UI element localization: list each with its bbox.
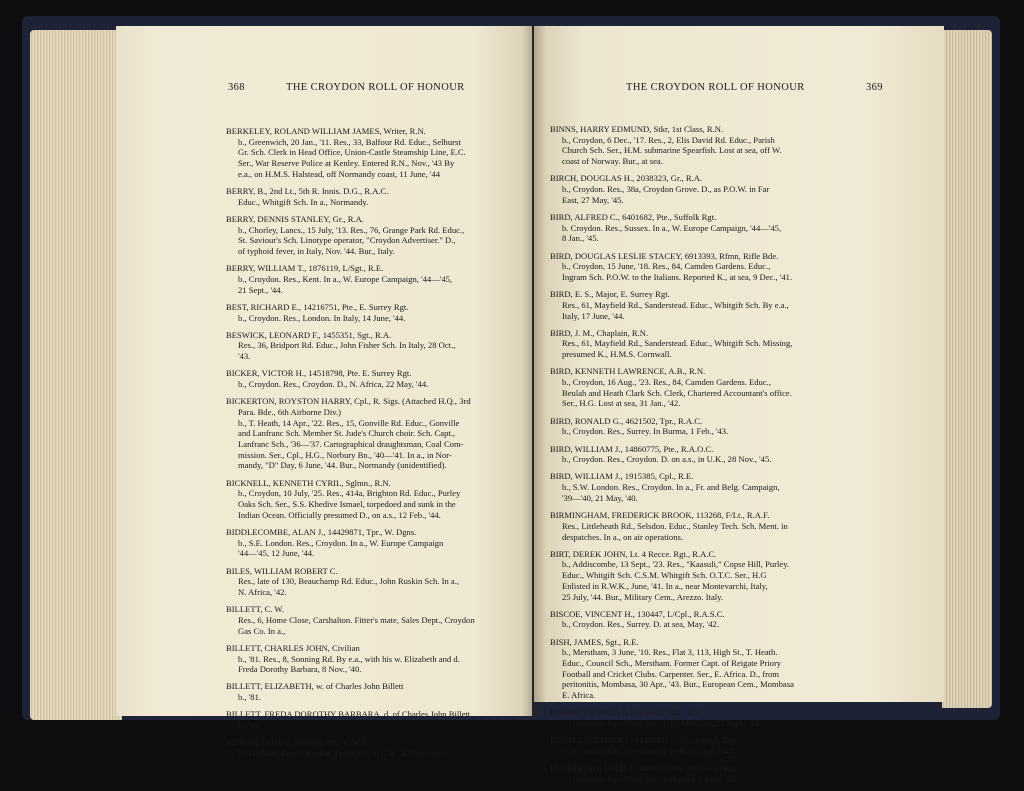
entry-name: BISHOP, FRANCIS A., 1116451, Bdr., R.A. [550, 707, 704, 718]
entry-name: BILTON, JAMES, 7686575, Pte., C.M.P. [226, 737, 368, 748]
entry-name: BIDDLECOMBE, ALAN J., 14429871, Tpr., W. Dgns. [226, 527, 417, 537]
entry-detail-line: Res., 61, Mayfield Rd., Sanderstead. Educ., Whitgift Sch. Missing, [562, 338, 793, 349]
entry-detail-line: b., '81. Res., 8, Sonning Rd. By e.a., with his w. Elizabeth and d. [238, 653, 460, 664]
entry-name: BESWICK, LEONARD F., 1455351, Sgt., R.A. [226, 329, 392, 340]
entry-detail-line: b., Croydon. Res., Surrey. In Burma, 1 Feb., '43. [562, 426, 729, 437]
left-page-number: 368 [228, 82, 245, 93]
right-page-number: 369 [866, 82, 883, 93]
entry-detail-line: Enlisted in R.W.K., June, '41. In a., near Montevarchi, Italy, [562, 580, 768, 591]
entry-detail-line: b., Croydon, 16 Aug., '23. Res., 84, Camden Gardens. Educ., [562, 377, 771, 388]
roll-entry [226, 566, 546, 598]
entry-detail-line: 25 July, '44. Bur., Military Cem., Arezzo. Italy. [562, 591, 724, 602]
entry-name: BLABER, WILFRED J., 4809788, Pte., W. Yorks Rgt. [550, 763, 738, 774]
entry-detail-line: b., Croydon, 6 Dec., '17. Res., 2, Elis David Rd. Educ., Parish [562, 134, 775, 145]
entry-detail-line: Res., Littleheath Rd., Selsdon. Educ., Stanley Tech. Sch. Ment. in [562, 520, 788, 531]
entry-detail-line: b., Croydon. Res., Croydon. In India, 12 Feb., '44. [562, 745, 735, 756]
entry-detail-line: b., Croydon. Res., Surrey. D. at sea, May, '42. [562, 619, 720, 630]
roll-entry [226, 681, 546, 702]
entry-name: BICKER, VICTOR H., 14518798, Pte. E. Surrey Rgt. [226, 368, 412, 379]
entry-detail-line: b., Croydon, 15 June, '18. Res., 84, Camden Gardens. Educ., [562, 261, 771, 272]
entry-name: BIRD, WILLIAM J., 1915385, Cpl., R.E. [550, 471, 694, 482]
roll-entry [550, 637, 870, 701]
roll-entry [550, 212, 870, 244]
roll-entry [550, 173, 870, 205]
entry-detail-line: '39—'40, 21 May, '40. [562, 492, 638, 503]
entry-detail-line: coast of Norway. Bur., at sea. [562, 156, 663, 167]
entry-detail-line: mission. Ser., Cpl., H.G., Norbury Bn., '40—'41. In a., in Nor- [238, 449, 452, 460]
page-edges-right [942, 30, 992, 708]
entry-detail-line: East, 27 May, '45. [562, 194, 624, 205]
entry-name: BIRD, RONALD G., 4621502, Tpr., R.A.C. [550, 415, 703, 426]
entry-detail-line: b., Merstham, 3 June, '10. Res., Flat 3, 113, High St., T. Heath. [562, 647, 778, 658]
entry-detail-line: b., S.E. London. Res., Croydon. In a., W. Europe Campaign [238, 537, 444, 548]
entry-detail-line: Gr. Sch. Clerk in Head Office, Union-Castle Steamship Line, E.C. [238, 147, 466, 158]
entry-detail-line: mandy, "D" Day, 6 June, '44. Bur., Normandy (unidentified). [238, 460, 447, 471]
entry-detail-line: b., Croydon. Res., Kent. In a., W. Europe Campaign, '44—'45, [238, 273, 453, 284]
entry-detail-line: Beulah and Heath Clark Sch. Clerk, Chartered Accountant's office. [562, 387, 792, 398]
entry-detail-line: b., '81. [238, 692, 262, 703]
entry-name: BIRMINGHAM, FREDERICK BROOK, 113268, F/Lt., R.A.F. [550, 510, 770, 521]
entry-name: BERKELEY, ROLAND WILLIAM JAMES, Writer, R.N. [226, 126, 426, 136]
roll-entry [550, 328, 870, 360]
entry-detail-line: Educ., Whitgift Sch. C.S.M. Whitgift Sch. O.T.C. Ser., H.G [562, 570, 767, 581]
left-page [116, 26, 532, 758]
roll-entry [226, 126, 546, 180]
entry-name: BIRD, KENNETH LAWRENCE, A.B., R.N. [550, 366, 706, 377]
entry-detail-line: Educ., Council Sch., Merstham. Former Capt. of Reigate Priory [562, 658, 782, 669]
entry-detail-line: Gas Co. In a., [238, 625, 286, 636]
right-running-head: THE CROYDON ROLL OF HONOUR [626, 82, 805, 93]
entry-detail-line: b., '19. [238, 720, 262, 731]
page-edges-left [30, 30, 122, 720]
left-entries [226, 126, 546, 765]
entry-name: BIRCH, DOUGLAS H., 2038323, Gr., R.A. [550, 173, 703, 184]
entry-name: BIRD, DOUGLAS LESLIE STACEY, 6913393, Rfmn, Rifle Bde. [550, 250, 779, 261]
roll-entry [226, 478, 546, 521]
entry-name: BERRY, WILLIAM T., 1876119, L/Sgt., R.E. [226, 263, 384, 274]
entry-detail-line: b., Croydon. Res., Croydon. D. on a.s., in U.K., 28 Nov., '45. [562, 454, 772, 465]
roll-entry [226, 709, 546, 730]
entry-detail-line: '44—'45, 12 June, '44. [238, 548, 315, 559]
entry-detail-line: Oaks Sch. Ser., S.S. Khedive Ismael, torpedoed and sunk in the [238, 499, 456, 510]
entry-detail-line: E. Africa. [562, 690, 596, 701]
entry-name: BICKNELL, KENNETH CYRIL, Sglmn., R.N. [226, 477, 391, 488]
roll-entry [550, 251, 870, 283]
entry-detail-line: b., Durham. Res., Croydon. D. on a.s., in U.K., 12 June, '40. [238, 747, 445, 758]
entry-detail-line: b., S.W. London. Res., Croydon. In a., Fr. and Belg. Campaign, [562, 482, 780, 493]
roll-entry [550, 444, 870, 465]
roll-entry [550, 471, 870, 503]
roll-entry [550, 707, 870, 728]
roll-entry [226, 604, 546, 636]
roll-entry [226, 330, 546, 362]
entry-detail-line: b., Croydon. Res., 38a, Croydon Grove. D., as P.O.W. in Far [562, 184, 770, 195]
entry-name: BINNS, HARRY EDMUND, Stkr, 1st Class, R.N. [550, 124, 724, 134]
roll-entry [550, 416, 870, 437]
entry-detail-line: b., Chorley, Lancs., 15 July, '13. Res., 76, Grange Park Rd. Educ., [238, 224, 465, 235]
entry-detail-line: 21 Sept., '44. [238, 284, 283, 295]
entry-name: BILES, WILLIAM ROBERT C. [226, 565, 338, 576]
entry-name: BILLETT, FREDA DOROTHY BARBARA, d. of Charles John Billett [226, 709, 471, 720]
left-running-head: THE CROYDON ROLL OF HONOUR [286, 82, 465, 93]
roll-entry [226, 737, 546, 758]
entry-detail-line: N. Africa, '42. [238, 587, 287, 598]
entry-name: BIRD, WILLIAM J., 14860775, Pte., R.A.O.C. [550, 443, 714, 454]
entry-detail-line: Lanfranc Sch., '36—'37. Cartographical draughtsman, Coal Com- [238, 439, 464, 450]
entry-detail-line: e.a., on H.M.S. Halstead, off Normandy coast, 11 June, '44 [238, 168, 441, 179]
entry-detail-line: Ser., H.G. Lost at sea, 31 Jan., '42. [562, 398, 681, 409]
entry-detail-line: b., Greenwich, 20 Jan., '11. Res., 33, Balfour Rd. Educ., Selhurst [238, 136, 461, 147]
roll-entry [226, 263, 546, 295]
entry-detail-line: Res., 6, Home Close, Carshalton. Fitter's mate, Sales Dept., Croydon [238, 614, 475, 625]
roll-entry [226, 396, 546, 471]
roll-entry [226, 186, 546, 207]
roll-entry [226, 214, 546, 257]
roll-entry [226, 527, 546, 559]
entry-detail-line: Italy, 17 June, '44. [562, 310, 625, 321]
entry-detail-line: Indian Ocean. Officially presumed D., on a.s., 12 Feb., '44. [238, 509, 441, 520]
entry-detail-line: b., Croydon, 10 July, '25. Res., 414a, Brighton Rd. Educ., Purley [238, 488, 461, 499]
roll-entry [550, 510, 870, 542]
entry-name: BILLETT, C. W. [226, 604, 284, 615]
entry-name: BEST, RICHARD E., 14216751, Pte., E. Surrey Rgt. [226, 301, 409, 312]
right-page [534, 26, 944, 784]
entry-detail-line: Res., 61, Mayfield Rd., Sanderstead. Educ., Whitgift Sch. By e.a., [562, 299, 789, 310]
entry-detail-line: b., Croydon. Res., London. In Italy, 14 June, '44. [238, 312, 406, 323]
entry-detail-line: Ingram Sch. P.O.W. to the Italians. Reported K., at sea, 9 Dec., '41. [562, 271, 793, 282]
entry-detail-line: Educ., Whitgift Sch. In a., Normandy. [238, 196, 369, 207]
entry-detail-line: b., Croydon. Res., Croydon. In Burma, 3 June, '44. [562, 773, 737, 784]
entry-detail-line: b., Addiscombe, 13 Sept., '23. Res., "Kaasuli," Copse Hill, Purley. [562, 559, 790, 570]
entry-name: BICKERTON, ROYSTON HARRY, Cpl., R. Sigs. (Attached H.Q., 3rd [226, 396, 471, 407]
entry-detail-line: b. Croydon. Res., Sussex. In a., W. Europe Campaign, '44—'45, [562, 222, 782, 233]
entry-detail-line: presumed K., H.M.S. Cornwall. [562, 349, 672, 360]
entry-name: BIRD, E. S., Major, E. Surrey Rgt. [550, 289, 670, 300]
roll-entry [550, 609, 870, 630]
entry-detail-line: 8 Jan., '45. [562, 233, 599, 244]
entry-detail-line: and Lanfranc Sch. Member St. Jude's Church choir. Sch. Capt., [238, 428, 456, 439]
book-gutter [522, 26, 546, 716]
roll-entry [550, 549, 870, 603]
entry-name: BIRD, ALFRED C., 6401682, Pte., Suffolk Rgt. [550, 211, 717, 222]
entry-detail-line: despatches. In a., on air operations. [562, 531, 683, 542]
roll-entry [226, 368, 546, 389]
entry-name: BIRD, J. M., Chaplain, R.N. [550, 327, 649, 338]
entry-detail-line: b., T. Heath, 14 Apr., '22. Res., 15, Gonville Rd. Educ., Gonville [238, 417, 460, 428]
entry-name: BISCOE, VINCENT H., 130447, L/Cpl., R.A.S.C. [550, 608, 725, 619]
roll-entry [550, 124, 870, 167]
entry-name: BISH, JAMES, Sgt., R.E. [550, 636, 639, 647]
roll-entry [550, 735, 870, 756]
entry-detail-line: peritonitis, Mombasa, 30 Apr., '43. Bur., European Cem., Mombasa [562, 679, 794, 690]
entry-detail-line: Para. Bde., 6th Airborne Div.) [238, 406, 342, 417]
right-entries [550, 124, 870, 791]
entry-name: BERRY, B., 2nd Lt., 5th R. Innis. D.G., R.A.C. [226, 186, 389, 197]
entry-name: BILLETT, ELIZABETH, w. of Charles John Billett [226, 681, 404, 692]
entry-name: BERRY, DENNIS STANLEY, Gr., R.A. [226, 213, 364, 224]
entry-detail-line: St. Saviour's Sch. Linotype operator, "Croydon Advertiser." D., [238, 235, 456, 246]
entry-name: BISSELL, ARTHUR F., 6147851, L/Sgt., Suffolk Rgt. [550, 735, 738, 746]
entry-detail-line: Res., late of 130, Beauchamp Rd. Educ., John Ruskin Sch. In a., [238, 576, 460, 587]
entry-name: BIRT, DEREK JOHN, Lt. 4 Recce. Rgt., R.A.C. [550, 548, 717, 559]
entry-detail-line: Ser., War Reserve Police at Kenley. Entered R.N., Nov., '43 By [238, 158, 455, 169]
entry-detail-line: Freda Dorothy Barbara, 8 Nov., '40. [238, 664, 362, 675]
entry-detail-line: Church Sch. Ser., H.M. submarine Spearfish. Lost at sea, off W. [562, 145, 782, 156]
entry-detail-line: b., Croydon. Res., Croydon. In Middle East, 25 Sept., '43. [562, 718, 761, 729]
entry-name: BILLETT, CHARLES JOHN, Civilian [226, 642, 360, 653]
entry-detail-line: b., Croydon. Res., Croydon. D., N. Africa, 22 May, '44. [238, 379, 429, 390]
entry-detail-line: Football and Cricket Clubs. Carpenter. Ser., E. Africa. D., from [562, 668, 779, 679]
roll-entry [226, 302, 546, 323]
roll-entry [550, 289, 870, 321]
roll-entry [226, 643, 546, 675]
roll-entry [550, 366, 870, 409]
entry-detail-line: of typhoid fever, in Italy, Nov. '44. Bur., Italy. [238, 246, 395, 257]
entry-detail-line: '43. [238, 351, 251, 362]
entry-detail-line: Res., 36, Bridport Rd. Educ., John Fisher Sch. In Italy, 28 Oct., [238, 340, 456, 351]
roll-entry [550, 763, 870, 784]
